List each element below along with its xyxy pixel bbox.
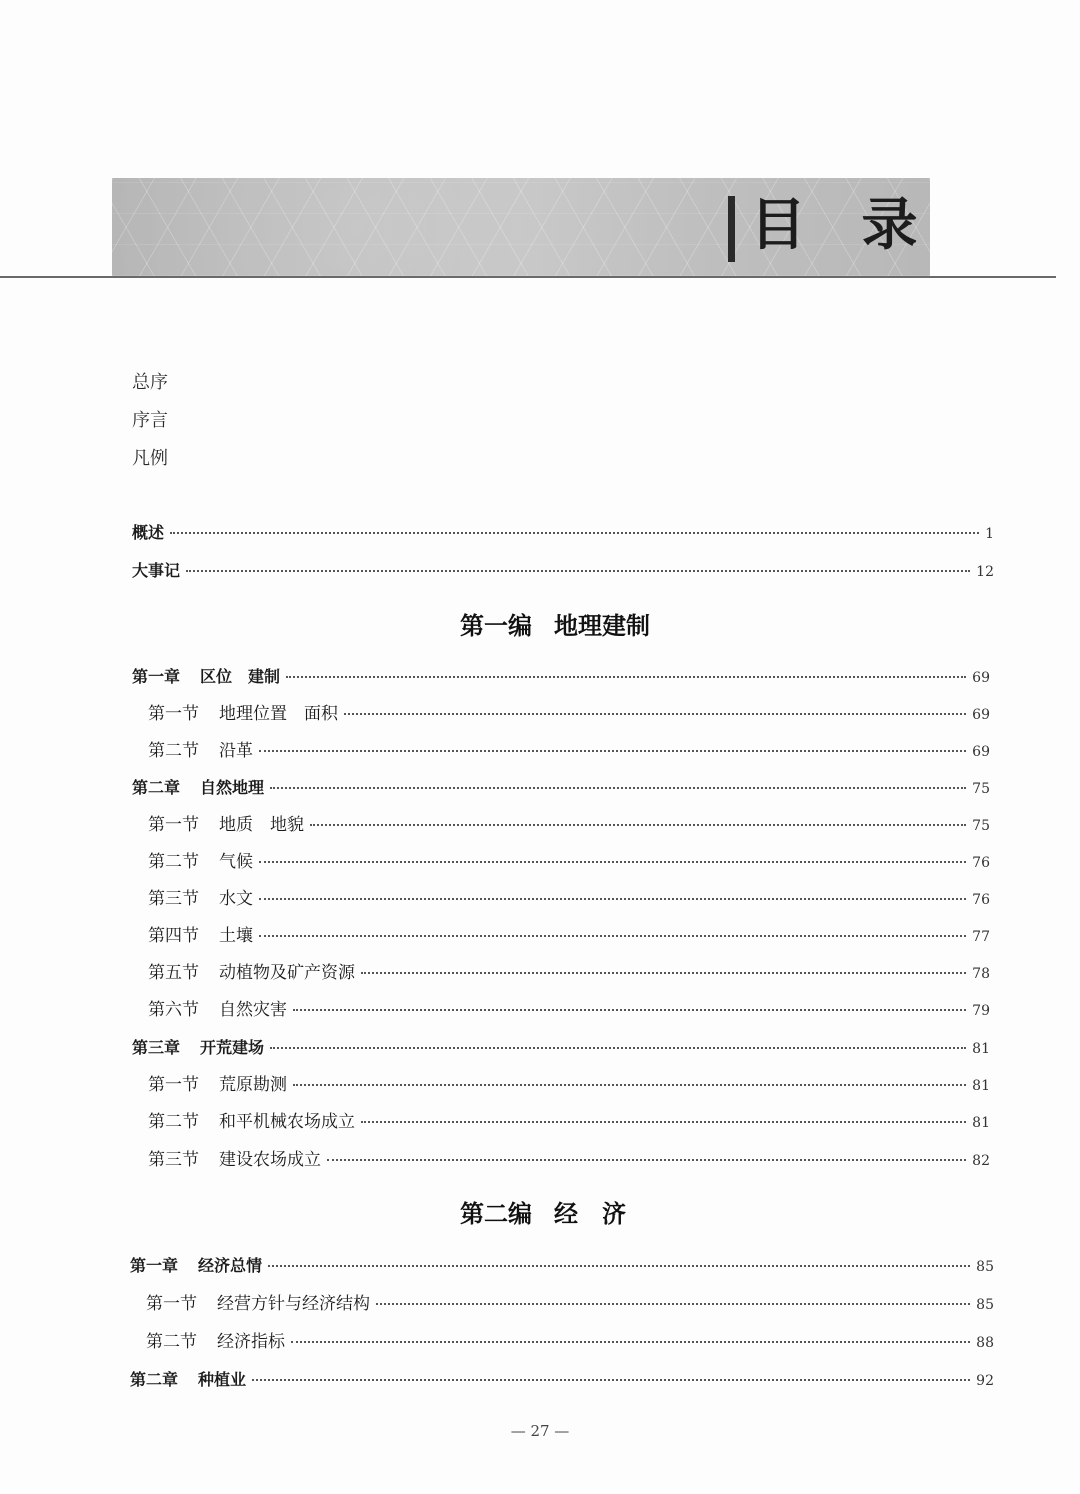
- section-number: 第二节: [148, 741, 199, 761]
- part-heading: [460, 606, 650, 641]
- dot-leader: [293, 1084, 966, 1086]
- prefatory-list: [132, 368, 168, 482]
- toc-section[interactable]: [148, 997, 990, 1023]
- chapter-title: 开荒建场: [200, 1038, 265, 1057]
- section-number: 第三节: [148, 1150, 199, 1170]
- section-title: 沿革: [219, 741, 253, 761]
- section-number: 第二节: [148, 1112, 199, 1132]
- section-number: 第一节: [146, 1294, 197, 1314]
- part-heading: [460, 1194, 626, 1229]
- dot-leader: [252, 1379, 970, 1381]
- section-number: 第一节: [148, 1075, 199, 1095]
- section-title: 气候: [219, 852, 253, 872]
- toc-chapter[interactable]: [132, 664, 990, 690]
- chapter-title: 区位 建制: [200, 667, 281, 686]
- toc-section[interactable]: [148, 849, 990, 875]
- part-number: 第二编: [460, 1199, 532, 1228]
- section-title: 动植物及矿产资源: [219, 963, 355, 983]
- chapter-number: 第三章: [132, 1038, 181, 1057]
- section-number: 第二节: [148, 852, 199, 872]
- dot-leader: [259, 898, 966, 900]
- toc-section[interactable]: [148, 738, 990, 764]
- section-title: 荒原勘测: [219, 1075, 287, 1095]
- prefatory-item[interactable]: 序言: [132, 410, 168, 431]
- dot-leader: [291, 1341, 970, 1343]
- section-number: 第五节: [148, 963, 199, 983]
- toc-section[interactable]: [148, 923, 990, 949]
- dot-leader: [344, 713, 966, 715]
- section-title: 地理位置 面积: [219, 704, 338, 724]
- page-number-footer: — 27 —: [510, 1422, 570, 1440]
- section-title: 自然灾害: [219, 1000, 287, 1020]
- dot-leader: [376, 1303, 970, 1305]
- dot-leader: [186, 570, 970, 572]
- chapter-number: 第二章: [130, 1370, 179, 1389]
- dot-leader: [361, 972, 966, 974]
- entry-page: 81: [972, 1078, 990, 1094]
- prefatory-item[interactable]: 总序: [132, 372, 168, 393]
- header-rule: [0, 276, 1056, 278]
- entry-page: 85: [976, 1259, 994, 1275]
- section-title: 水文: [219, 889, 253, 909]
- toc-section[interactable]: [148, 1109, 990, 1135]
- entry-title: 概述: [132, 523, 165, 542]
- chapter-number: 第二章: [132, 778, 181, 797]
- section-number: 第二节: [146, 1332, 197, 1352]
- entry-page: 77: [972, 929, 990, 945]
- entry-page: 76: [972, 892, 990, 908]
- dot-leader: [259, 750, 966, 752]
- toc-section[interactable]: [148, 812, 990, 838]
- toc-chapter[interactable]: [130, 1253, 994, 1279]
- toc-section[interactable]: [148, 701, 990, 727]
- section-title: 和平机械农场成立: [219, 1112, 355, 1132]
- toc-chapter[interactable]: [132, 1035, 990, 1061]
- entry-page: 81: [972, 1041, 990, 1057]
- section-number: 第六节: [148, 1000, 199, 1020]
- dot-leader: [270, 787, 966, 789]
- entry-page: 81: [972, 1115, 990, 1131]
- entry-page: 78: [972, 966, 990, 982]
- section-title: 地质 地貌: [219, 815, 304, 835]
- section-title: 经营方针与经济结构: [217, 1294, 370, 1314]
- toc-entry-chronicle[interactable]: [132, 558, 994, 584]
- entry-page: 75: [972, 818, 990, 834]
- entry-page: 79: [972, 1003, 990, 1019]
- entry-page: 1: [985, 526, 994, 542]
- section-number: 第三节: [148, 889, 199, 909]
- dot-leader: [270, 1047, 966, 1049]
- part-number: 第一编: [460, 611, 532, 640]
- chapter-number: 第一章: [130, 1256, 179, 1275]
- entry-page: 75: [972, 781, 990, 797]
- section-number: 第一节: [148, 704, 199, 724]
- entry-page: 82: [972, 1153, 990, 1169]
- part-title: 地理建制: [554, 611, 650, 640]
- header-accent-bar: [728, 196, 735, 262]
- dot-leader: [170, 532, 979, 534]
- toc-section[interactable]: [146, 1329, 994, 1355]
- chapter-title: 自然地理: [200, 778, 265, 797]
- entry-page: 76: [972, 855, 990, 871]
- section-number: 第一节: [148, 815, 199, 835]
- toc-section[interactable]: [146, 1291, 994, 1317]
- toc-section[interactable]: [148, 1072, 990, 1098]
- entry-page: 69: [972, 707, 990, 723]
- dot-leader: [310, 824, 966, 826]
- part-title: 经 济: [554, 1199, 626, 1228]
- entry-page: 69: [972, 744, 990, 760]
- entry-page: 88: [976, 1335, 994, 1351]
- dot-leader: [268, 1265, 970, 1267]
- entry-page: 85: [976, 1297, 994, 1313]
- entry-page: 92: [976, 1373, 994, 1389]
- toc-chapter[interactable]: [132, 775, 990, 801]
- toc-section[interactable]: [148, 1147, 990, 1173]
- section-title: 建设农场成立: [219, 1150, 321, 1170]
- section-title: 土壤: [219, 926, 253, 946]
- chapter-title: 种植业: [198, 1370, 247, 1389]
- dot-leader: [327, 1159, 966, 1161]
- page-title: 目 录: [750, 192, 936, 258]
- toc-section[interactable]: [148, 886, 990, 912]
- dot-leader: [259, 861, 966, 863]
- chapter-title: 经济总情: [198, 1256, 263, 1275]
- dot-leader: [293, 1009, 966, 1011]
- toc-section[interactable]: [148, 960, 990, 986]
- section-title: 经济指标: [217, 1332, 285, 1352]
- dot-leader: [286, 676, 966, 678]
- toc-chapter[interactable]: [130, 1367, 994, 1393]
- dot-leader: [259, 935, 966, 937]
- toc-entry-overview[interactable]: [132, 520, 994, 546]
- prefatory-item[interactable]: 凡例: [132, 448, 168, 469]
- entry-title: 大事记: [132, 561, 181, 580]
- entry-page: 12: [976, 564, 994, 580]
- section-number: 第四节: [148, 926, 199, 946]
- chapter-number: 第一章: [132, 667, 181, 686]
- dot-leader: [361, 1121, 966, 1123]
- entry-page: 69: [972, 670, 990, 686]
